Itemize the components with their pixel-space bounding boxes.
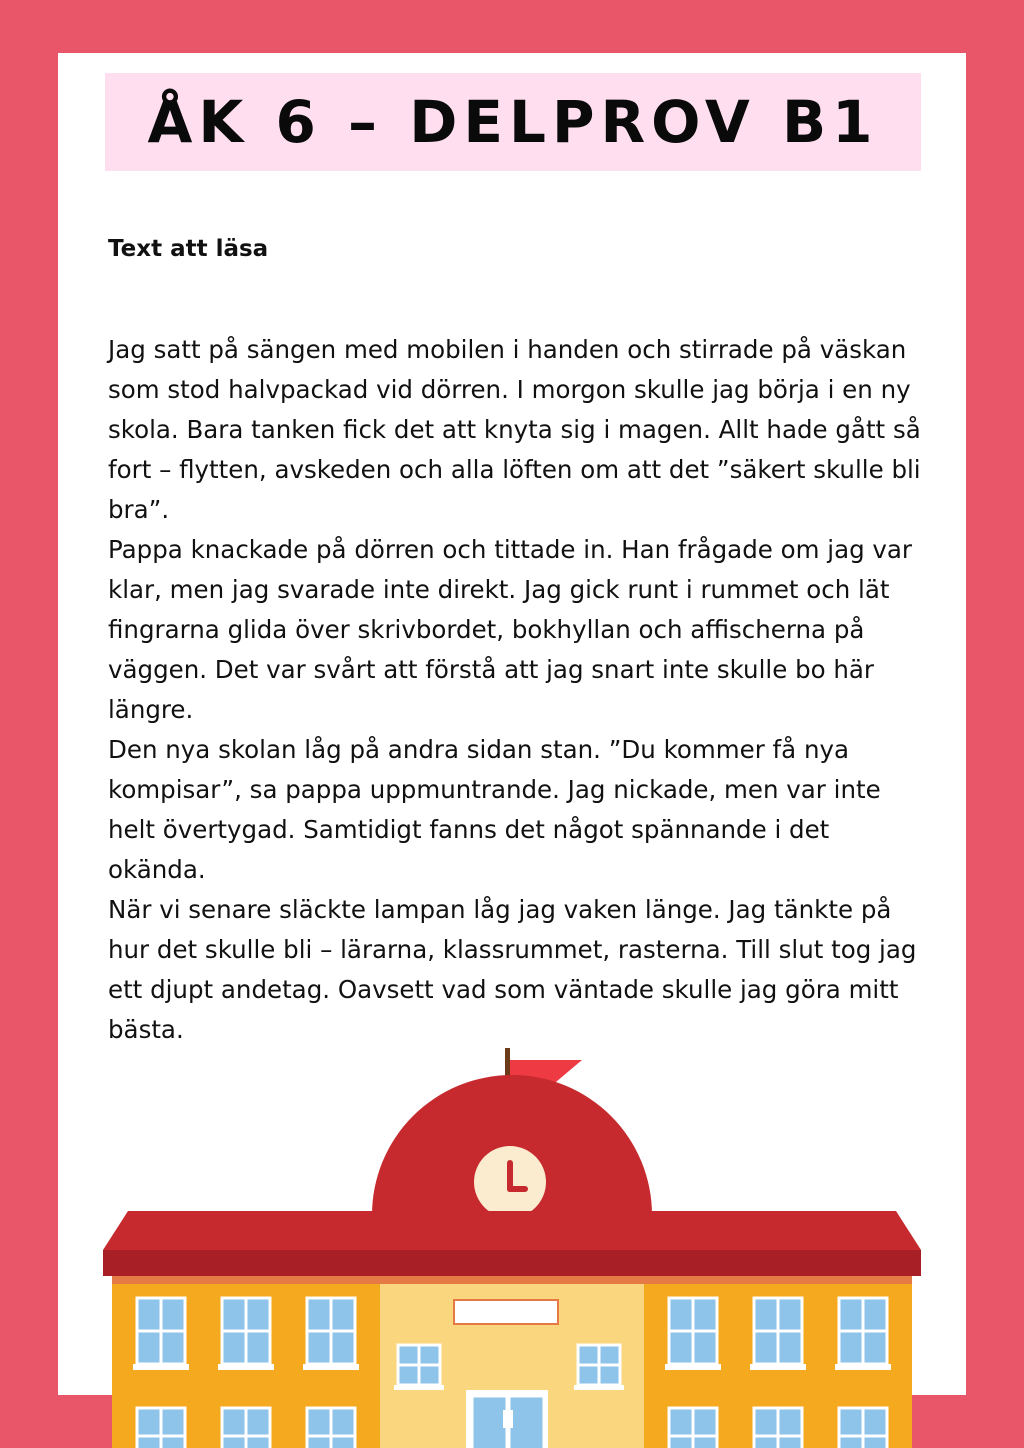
story-text	[108, 330, 928, 1050]
story-paragraph: Den nya skolan låg på andra sidan stan. ”Du kommer få nya kompisar”, sa pappa uppmuntrande. Jag nickade, men var inte helt övertygad. Samtidigt fanns det något spännande i det okända.	[108, 735, 881, 884]
window	[578, 1345, 620, 1385]
window	[307, 1408, 355, 1448]
school-building-illustration	[0, 1040, 1024, 1448]
story-paragraph: Pappa knackade på dörren och tittade in. Han frågade om jag var klar, men jag svarade inte direkt. Jag gick runt i rummet och lät fingrarna glida över skrivbordet, bokhyllan och affischerna på väggen. Det var svårt att förstå att jag snart inte skulle bo här längre.	[108, 535, 913, 724]
school-sign	[454, 1300, 558, 1324]
window	[669, 1298, 717, 1364]
window	[137, 1408, 185, 1448]
clock-icon	[474, 1146, 546, 1218]
window	[307, 1298, 355, 1364]
section-heading: Text att läsa	[108, 236, 269, 262]
story-paragraph: När vi senare släckte lampan låg jag vaken länge. Jag tänkte på hur det skulle bli – lärarna, klassrummet, rasterna. Till slut tog jag ett djupt andetag. Oavsett vad som väntade skulle jag göra mitt bästa.	[108, 895, 917, 1044]
window	[137, 1298, 185, 1364]
roof-band	[103, 1250, 921, 1276]
story-paragraph: Jag satt på sängen med mobilen i handen och stirrade på väskan som stod halvpackad vid dörren. I morgon skulle jag börja i en ny skola. Bara tanken fick det att knyta sig i magen. Allt hade gått så fort – flytten, avskeden och alla löften om att det ”säkert skulle bli bra”.	[108, 335, 921, 524]
window	[222, 1408, 270, 1448]
window	[839, 1408, 887, 1448]
page-title: ÅK 6 – DELPROV B1	[147, 88, 879, 156]
window	[839, 1298, 887, 1364]
roof	[103, 1211, 921, 1250]
window	[754, 1408, 802, 1448]
window	[222, 1298, 270, 1364]
window	[398, 1345, 440, 1385]
window	[669, 1408, 717, 1448]
title-banner	[105, 73, 921, 171]
front-door	[472, 1396, 544, 1448]
window	[754, 1298, 802, 1364]
